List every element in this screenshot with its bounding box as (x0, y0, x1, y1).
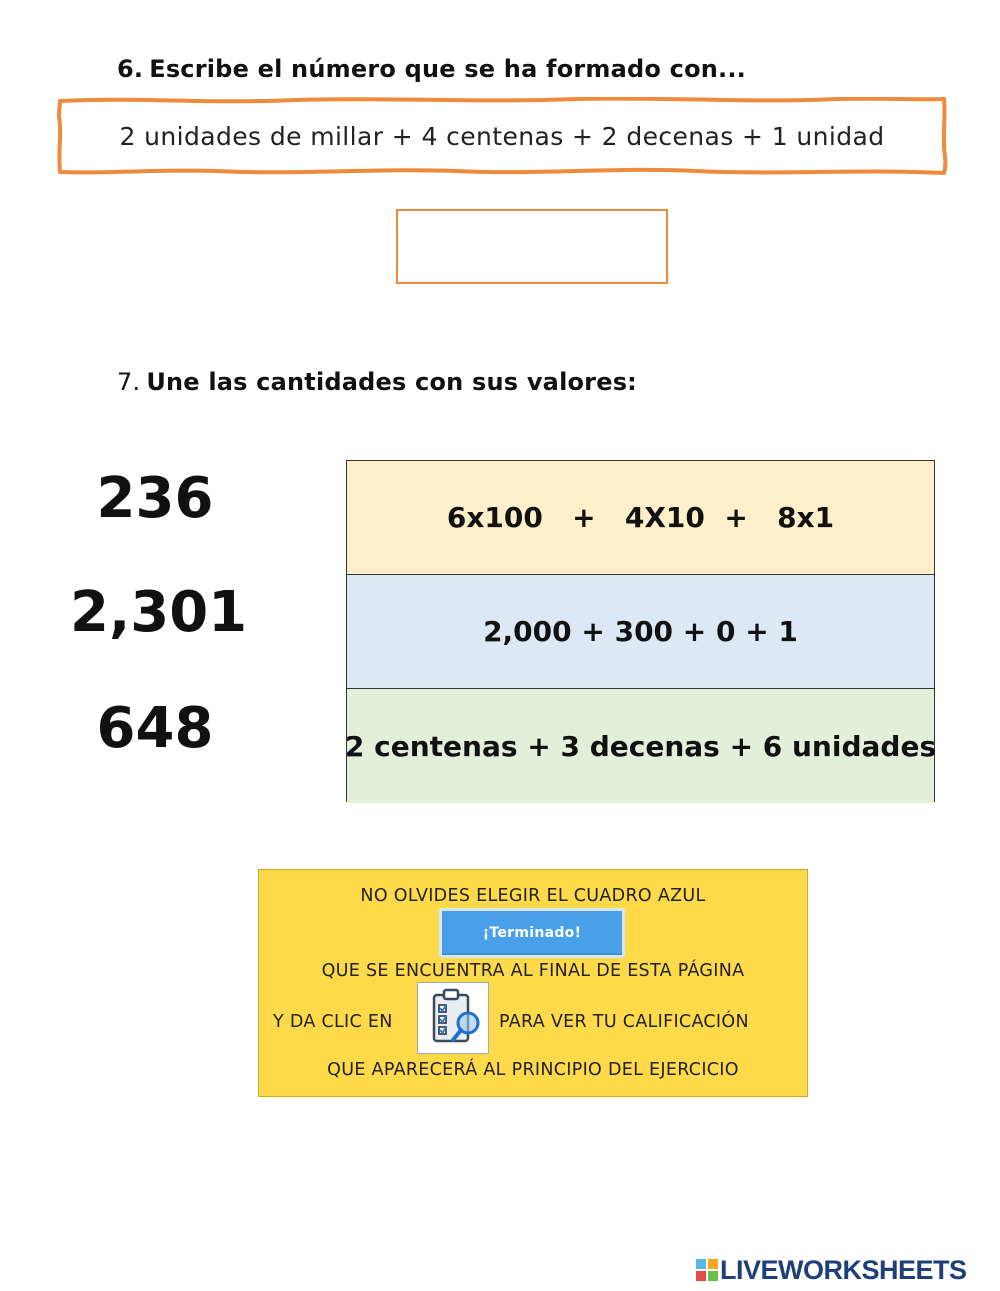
expression-box (56, 97, 948, 175)
match-value-1-text: 6x100 + 4X10 + 8x1 (446, 501, 835, 534)
match-number-236[interactable]: 236 (96, 466, 214, 531)
notice-line-2: QUE SE ENCUENTRA AL FINAL DE ESTA PÁGINA (321, 961, 745, 981)
liveworksheets-wordmark: LIVEWORKSHEETS (720, 1254, 967, 1285)
notice-line-3-left: Y DA CLIC EN (273, 1012, 393, 1032)
check-answers-icon (417, 982, 489, 1054)
question-7-number: 7. (117, 368, 141, 396)
liveworksheets-logo (696, 1255, 967, 1285)
expression-text: 2 unidades de millar + 4 centenas + 2 decenas + 1 unidad (119, 121, 885, 151)
match-value-2[interactable] (347, 575, 934, 689)
notice-line-4: QUE APARECERÁ AL PRINCIPIO DEL EJERCICIO (327, 1060, 739, 1080)
question-6-number: 6. (117, 55, 144, 83)
match-value-1[interactable] (347, 461, 934, 575)
answer-input[interactable] (396, 209, 668, 284)
notice-line-1: NO OLVIDES ELEGIR EL CUADRO AZUL (360, 886, 706, 906)
match-values-table (346, 460, 935, 802)
match-value-3[interactable] (344, 689, 937, 803)
terminado-button-label: ¡Terminado! (482, 925, 582, 941)
match-number-648[interactable]: 648 (96, 696, 214, 761)
liveworksheets-logo-icon (696, 1259, 718, 1281)
question-7-title (117, 368, 637, 396)
match-value-3-text: 2 centenas + 3 decenas + 6 unidades (344, 729, 937, 763)
match-value-2-text: 2,000 + 300 + 0 + 1 (483, 615, 798, 648)
terminado-button-sample (439, 908, 625, 958)
match-number-2301[interactable]: 2,301 (70, 580, 248, 645)
question-6-title (117, 55, 746, 83)
question-7-text: Une las cantidades con sus valores: (146, 368, 637, 396)
notice-box (258, 869, 808, 1097)
notice-line-3-right: PARA VER TU CALIFICACIÓN (499, 1012, 749, 1032)
question-6-text: Escribe el número que se ha formado con... (149, 55, 746, 83)
